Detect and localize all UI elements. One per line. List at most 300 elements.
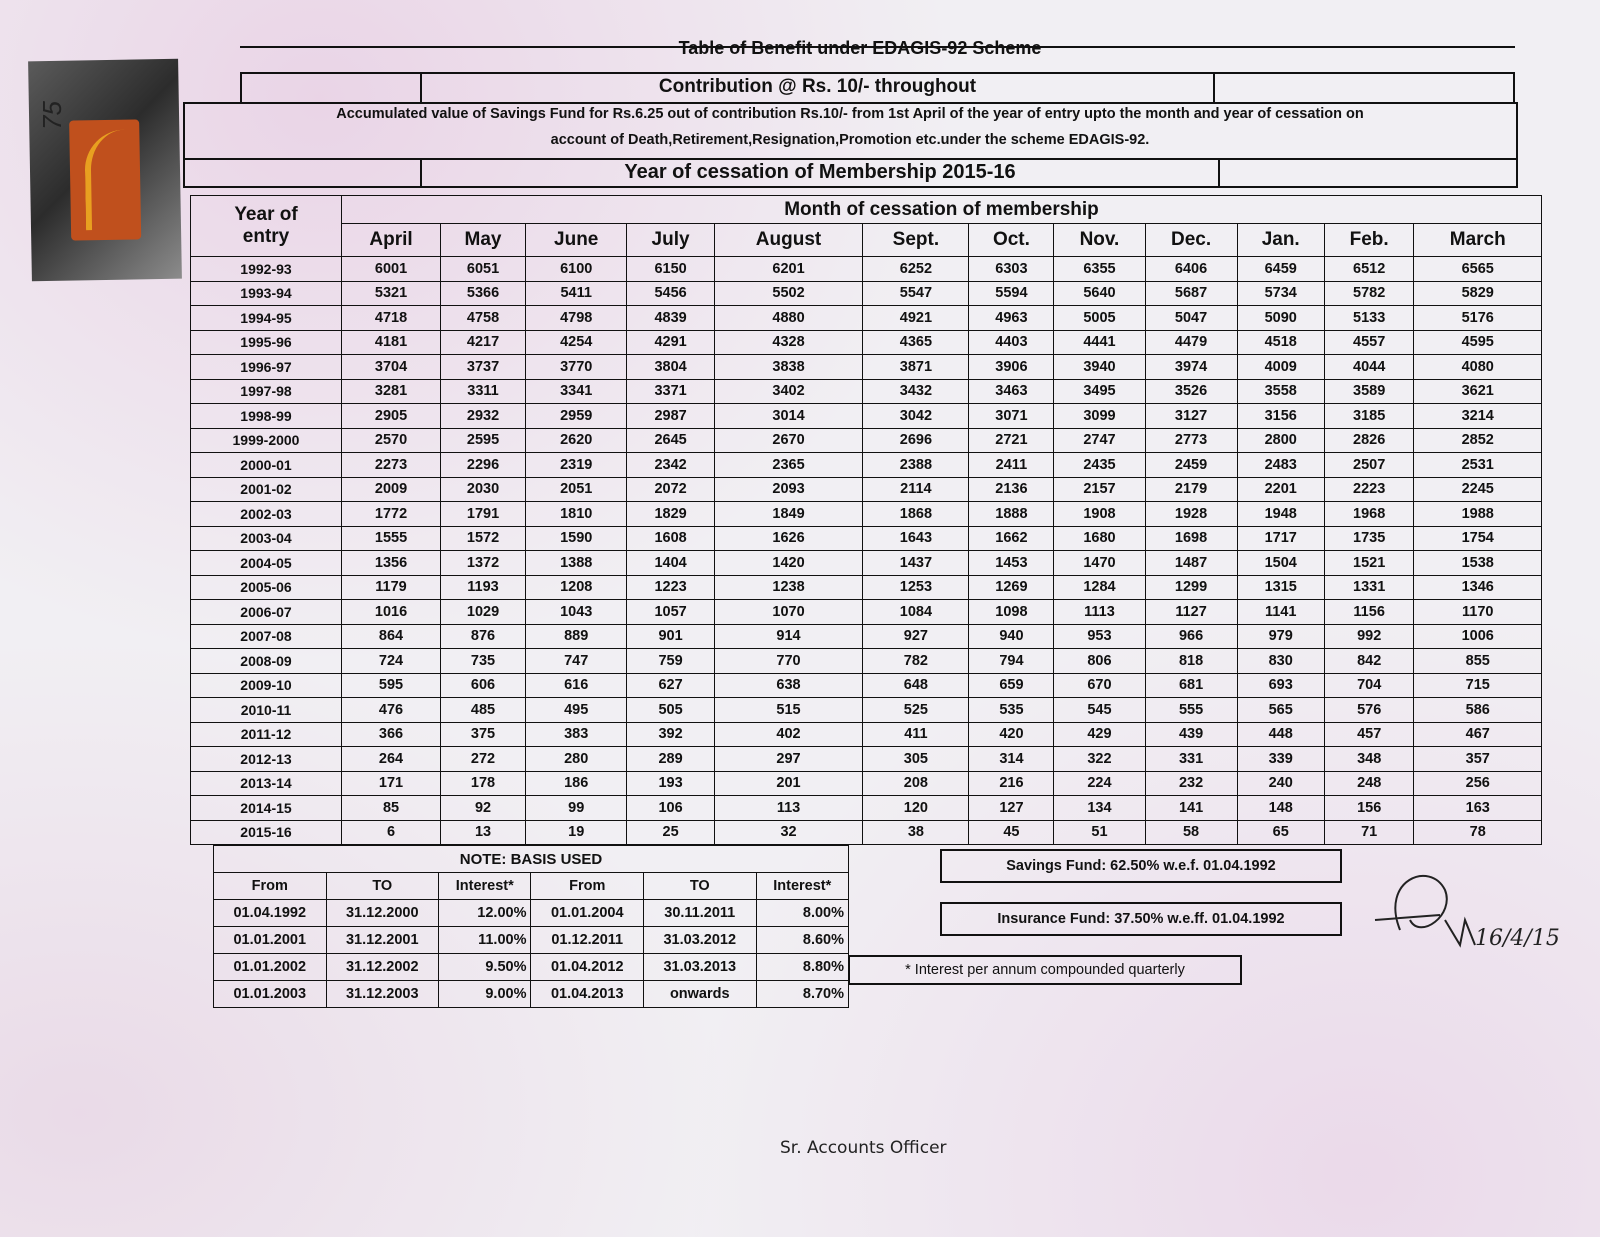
value-cell: 4880 (714, 306, 863, 331)
value-cell: 1608 (627, 526, 714, 551)
value-cell: 1253 (863, 575, 969, 600)
value-cell: 45 (969, 820, 1054, 845)
value-cell: 6303 (969, 257, 1054, 282)
value-cell: 120 (863, 796, 969, 821)
value-cell: 525 (863, 698, 969, 723)
value-cell: 5687 (1145, 281, 1237, 306)
value-cell: 4479 (1145, 330, 1237, 355)
value-cell: 5176 (1414, 306, 1542, 331)
value-cell: 4365 (863, 330, 969, 355)
value-cell: 3804 (627, 355, 714, 380)
entry-year-cell: 2003-04 (191, 526, 342, 551)
value-cell: 13 (441, 820, 526, 845)
value-cell: 1504 (1237, 551, 1324, 576)
note-cell: 31.12.2003 (326, 981, 439, 1008)
value-cell: 3737 (441, 355, 526, 380)
value-cell: 586 (1414, 698, 1542, 723)
value-cell: 3940 (1054, 355, 1145, 380)
value-cell: 2826 (1324, 428, 1414, 453)
value-cell: 2245 (1414, 477, 1542, 502)
value-cell: 240 (1237, 771, 1324, 796)
table-row (191, 281, 1542, 306)
table-row (191, 404, 1542, 429)
value-cell: 1754 (1414, 526, 1542, 551)
value-cell: 113 (714, 796, 863, 821)
value-cell: 439 (1145, 722, 1237, 747)
value-cell: 1043 (525, 600, 626, 625)
value-cell: 2932 (441, 404, 526, 429)
value-cell: 3463 (969, 379, 1054, 404)
note-cell: 31.12.2001 (326, 927, 439, 954)
value-cell: 5782 (1324, 281, 1414, 306)
table-row (191, 257, 1542, 282)
month-header-feb: Feb. (1324, 224, 1414, 257)
value-cell: 2342 (627, 453, 714, 478)
month-header-sept: Sept. (863, 224, 969, 257)
value-cell: 1238 (714, 575, 863, 600)
value-cell: 156 (1324, 796, 1414, 821)
entry-year-cell: 1999-2000 (191, 428, 342, 453)
note-row (214, 900, 849, 927)
value-cell: 201 (714, 771, 863, 796)
basis-note-table (213, 845, 849, 1008)
savings-fund-box: Savings Fund: 62.50% w.e.f. 01.04.1992 (940, 849, 1342, 883)
month-header-march: March (1414, 224, 1542, 257)
value-cell: 4044 (1324, 355, 1414, 380)
note-cell: 8.80% (756, 954, 848, 981)
note-row (214, 954, 849, 981)
note-cell: 31.12.2000 (326, 900, 439, 927)
value-cell: 264 (342, 747, 441, 772)
value-cell: 1735 (1324, 526, 1414, 551)
value-cell: 5594 (969, 281, 1054, 306)
value-cell: 127 (969, 796, 1054, 821)
value-cell: 770 (714, 649, 863, 674)
value-cell: 6355 (1054, 257, 1145, 282)
value-cell: 1829 (627, 502, 714, 527)
table-row (191, 306, 1542, 331)
value-cell: 3014 (714, 404, 863, 429)
table-row (191, 379, 1542, 404)
value-cell: 6565 (1414, 257, 1542, 282)
month-header-july: July (627, 224, 714, 257)
value-cell: 3974 (1145, 355, 1237, 380)
value-cell: 51 (1054, 820, 1145, 845)
value-cell: 3071 (969, 404, 1054, 429)
value-cell: 4798 (525, 306, 626, 331)
value-cell: 1029 (441, 600, 526, 625)
value-cell: 1070 (714, 600, 863, 625)
value-cell: 248 (1324, 771, 1414, 796)
year-header-line-1: Year of (234, 204, 298, 225)
note-cell: 01.04.1992 (214, 900, 327, 927)
value-cell: 2696 (863, 428, 969, 453)
value-cell: 5734 (1237, 281, 1324, 306)
value-cell: 6252 (863, 257, 969, 282)
table-body (191, 257, 1542, 845)
note-cell: 8.70% (756, 981, 848, 1008)
month-header-row (191, 224, 1542, 257)
value-cell: 1470 (1054, 551, 1145, 576)
month-group-header: Month of cessation of membership (342, 196, 1542, 224)
table-row (191, 551, 1542, 576)
note-cell: 9.00% (439, 981, 531, 1008)
value-cell: 6201 (714, 257, 863, 282)
value-cell: 65 (1237, 820, 1324, 845)
value-cell: 681 (1145, 673, 1237, 698)
value-cell: 78 (1414, 820, 1542, 845)
value-cell: 3770 (525, 355, 626, 380)
entry-year-cell: 2000-01 (191, 453, 342, 478)
table-row (191, 649, 1542, 674)
value-cell: 38 (863, 820, 969, 845)
value-cell: 1006 (1414, 624, 1542, 649)
value-cell: 4403 (969, 330, 1054, 355)
value-cell: 2030 (441, 477, 526, 502)
document-title: Table of Benefit under EDAGIS-92 Scheme (678, 38, 1042, 58)
signature-icon (1370, 860, 1570, 970)
value-cell: 889 (525, 624, 626, 649)
value-cell: 4217 (441, 330, 526, 355)
value-cell: 32 (714, 820, 863, 845)
value-cell: 5090 (1237, 306, 1324, 331)
interest-note-box: * Interest per annum compounded quarterly (848, 955, 1242, 985)
contribution-text: Contribution @ Rs. 10/- throughout (658, 76, 977, 97)
value-cell: 6100 (525, 257, 626, 282)
table-row (191, 428, 1542, 453)
value-cell: 1791 (441, 502, 526, 527)
value-cell: 5502 (714, 281, 863, 306)
value-cell: 1127 (1145, 600, 1237, 625)
value-cell: 85 (342, 796, 441, 821)
value-cell: 148 (1237, 796, 1324, 821)
entry-year-cell: 2001-02 (191, 477, 342, 502)
value-cell: 4181 (342, 330, 441, 355)
value-cell: 1538 (1414, 551, 1542, 576)
value-cell: 1487 (1145, 551, 1237, 576)
note-cell: 01.01.2003 (214, 981, 327, 1008)
value-cell: 6 (342, 820, 441, 845)
value-cell: 1084 (863, 600, 969, 625)
month-header-jan: Jan. (1237, 224, 1324, 257)
note-cell: 31.03.2012 (644, 927, 757, 954)
value-cell: 1590 (525, 526, 626, 551)
value-cell: 4758 (441, 306, 526, 331)
value-cell: 58 (1145, 820, 1237, 845)
value-cell: 864 (342, 624, 441, 649)
value-cell: 1968 (1324, 502, 1414, 527)
value-cell: 6512 (1324, 257, 1414, 282)
value-cell: 2721 (969, 428, 1054, 453)
value-cell: 2747 (1054, 428, 1145, 453)
value-cell: 1208 (525, 575, 626, 600)
value-cell: 3341 (525, 379, 626, 404)
value-cell: 256 (1414, 771, 1542, 796)
value-cell: 5321 (342, 281, 441, 306)
value-cell: 6406 (1145, 257, 1237, 282)
table-row (191, 502, 1542, 527)
month-header-april: April (342, 224, 441, 257)
value-cell: 2987 (627, 404, 714, 429)
value-cell: 178 (441, 771, 526, 796)
entry-year-cell: 2006-07 (191, 600, 342, 625)
value-cell: 1141 (1237, 600, 1324, 625)
note-cell: 11.00% (439, 927, 531, 954)
value-cell: 467 (1414, 722, 1542, 747)
value-cell: 4009 (1237, 355, 1324, 380)
value-cell: 616 (525, 673, 626, 698)
value-cell: 3838 (714, 355, 863, 380)
note-cell: 01.01.2002 (214, 954, 327, 981)
value-cell: 2296 (441, 453, 526, 478)
value-cell: 366 (342, 722, 441, 747)
value-cell: 186 (525, 771, 626, 796)
note-row (214, 981, 849, 1008)
note-cell: 8.00% (756, 900, 848, 927)
value-cell: 314 (969, 747, 1054, 772)
table-row (191, 722, 1542, 747)
value-cell: 1908 (1054, 502, 1145, 527)
month-header-june: June (525, 224, 626, 257)
entry-year-cell: 1998-99 (191, 404, 342, 429)
value-cell: 648 (863, 673, 969, 698)
value-cell: 545 (1054, 698, 1145, 723)
value-cell: 331 (1145, 747, 1237, 772)
value-cell: 5547 (863, 281, 969, 306)
value-cell: 4718 (342, 306, 441, 331)
table-row (191, 747, 1542, 772)
value-cell: 448 (1237, 722, 1324, 747)
value-cell: 4921 (863, 306, 969, 331)
value-cell: 2051 (525, 477, 626, 502)
value-cell: 392 (627, 722, 714, 747)
note-body (214, 900, 849, 1008)
value-cell: 2093 (714, 477, 863, 502)
table-row (191, 453, 1542, 478)
entry-year-cell: 2009-10 (191, 673, 342, 698)
entry-year-cell: 2014-15 (191, 796, 342, 821)
value-cell: 224 (1054, 771, 1145, 796)
table-row (191, 477, 1542, 502)
value-cell: 3185 (1324, 404, 1414, 429)
value-cell: 1888 (969, 502, 1054, 527)
value-cell: 3214 (1414, 404, 1542, 429)
value-cell: 2852 (1414, 428, 1542, 453)
table-row (191, 796, 1542, 821)
value-cell: 953 (1054, 624, 1145, 649)
entry-year-cell: 2005-06 (191, 575, 342, 600)
value-cell: 1346 (1414, 575, 1542, 600)
value-cell: 2620 (525, 428, 626, 453)
month-header-nov: Nov. (1054, 224, 1145, 257)
value-cell: 2670 (714, 428, 863, 453)
value-cell: 134 (1054, 796, 1145, 821)
value-cell: 232 (1145, 771, 1237, 796)
value-cell: 914 (714, 624, 863, 649)
value-cell: 1156 (1324, 600, 1414, 625)
month-header-august: August (714, 224, 863, 257)
value-cell: 1284 (1054, 575, 1145, 600)
value-cell: 992 (1324, 624, 1414, 649)
value-cell: 1016 (342, 600, 441, 625)
value-cell: 2157 (1054, 477, 1145, 502)
value-cell: 3042 (863, 404, 969, 429)
table-row (191, 771, 1542, 796)
value-cell: 3402 (714, 379, 863, 404)
value-cell: 1868 (863, 502, 969, 527)
value-cell: 1437 (863, 551, 969, 576)
value-cell: 5456 (627, 281, 714, 306)
value-cell: 1572 (441, 526, 526, 551)
value-cell: 1388 (525, 551, 626, 576)
value-cell: 193 (627, 771, 714, 796)
value-cell: 1521 (1324, 551, 1414, 576)
value-cell: 4963 (969, 306, 1054, 331)
entry-year-cell: 1997-98 (191, 379, 342, 404)
value-cell: 515 (714, 698, 863, 723)
value-cell: 2388 (863, 453, 969, 478)
value-cell: 842 (1324, 649, 1414, 674)
value-cell: 806 (1054, 649, 1145, 674)
value-cell: 2319 (525, 453, 626, 478)
table-row (191, 624, 1542, 649)
value-cell: 216 (969, 771, 1054, 796)
entry-year-cell: 2004-05 (191, 551, 342, 576)
value-cell: 272 (441, 747, 526, 772)
value-cell: 966 (1145, 624, 1237, 649)
value-cell: 4518 (1237, 330, 1324, 355)
value-cell: 3906 (969, 355, 1054, 380)
value-cell: 606 (441, 673, 526, 698)
value-cell: 4328 (714, 330, 863, 355)
value-cell: 2435 (1054, 453, 1145, 478)
note-header-cell: Interest* (756, 873, 848, 900)
entry-year-cell: 2010-11 (191, 698, 342, 723)
value-cell: 1193 (441, 575, 526, 600)
note-header-cell: Interest* (439, 873, 531, 900)
value-cell: 2595 (441, 428, 526, 453)
value-cell: 2136 (969, 477, 1054, 502)
description-line-2: account of Death,Retirement,Resignation,Promotion etc.under the scheme EDAGIS-92. (550, 132, 1150, 148)
value-cell: 5366 (441, 281, 526, 306)
note-cell: 8.60% (756, 927, 848, 954)
value-cell: 1988 (1414, 502, 1542, 527)
value-cell: 2009 (342, 477, 441, 502)
value-cell: 171 (342, 771, 441, 796)
note-cell: 31.03.2013 (644, 954, 757, 981)
value-cell: 2531 (1414, 453, 1542, 478)
value-cell: 2223 (1324, 477, 1414, 502)
entry-year-cell: 1994-95 (191, 306, 342, 331)
value-cell: 1057 (627, 600, 714, 625)
value-cell: 627 (627, 673, 714, 698)
value-cell: 747 (525, 649, 626, 674)
value-cell: 2959 (525, 404, 626, 429)
value-cell: 2179 (1145, 477, 1237, 502)
value-cell: 4080 (1414, 355, 1542, 380)
value-cell: 3156 (1237, 404, 1324, 429)
entry-year-cell: 1995-96 (191, 330, 342, 355)
year-header-line-2: entry (242, 226, 290, 247)
value-cell: 638 (714, 673, 863, 698)
value-cell: 3432 (863, 379, 969, 404)
value-cell: 5411 (525, 281, 626, 306)
entry-year-cell: 2013-14 (191, 771, 342, 796)
value-cell: 3371 (627, 379, 714, 404)
month-header-dec: Dec. (1145, 224, 1237, 257)
value-cell: 927 (863, 624, 969, 649)
value-cell: 420 (969, 722, 1054, 747)
entry-year-cell: 2012-13 (191, 747, 342, 772)
cessation-year: Year of cessation of Membership 2015-16 (624, 161, 1016, 183)
value-cell: 457 (1324, 722, 1414, 747)
value-cell: 1453 (969, 551, 1054, 576)
value-cell: 876 (441, 624, 526, 649)
value-cell: 6001 (342, 257, 441, 282)
value-cell: 3871 (863, 355, 969, 380)
value-cell: 1555 (342, 526, 441, 551)
table-row (191, 698, 1542, 723)
note-cell: 30.11.2011 (644, 900, 757, 927)
value-cell: 4595 (1414, 330, 1542, 355)
table-row (191, 575, 1542, 600)
year-of-entry-header (191, 196, 342, 257)
value-cell: 4839 (627, 306, 714, 331)
value-cell: 297 (714, 747, 863, 772)
margin-note: 75 (36, 101, 67, 130)
value-cell: 2483 (1237, 453, 1324, 478)
value-cell: 348 (1324, 747, 1414, 772)
value-cell: 280 (525, 747, 626, 772)
value-cell: 4254 (525, 330, 626, 355)
value-cell: 3281 (342, 379, 441, 404)
month-header-oct: Oct. (969, 224, 1054, 257)
value-cell: 476 (342, 698, 441, 723)
note-header-cell: TO (644, 873, 757, 900)
value-cell: 1772 (342, 502, 441, 527)
month-header-may: May (441, 224, 526, 257)
value-cell: 19 (525, 820, 626, 845)
value-cell: 1626 (714, 526, 863, 551)
value-cell: 670 (1054, 673, 1145, 698)
entry-year-cell: 2002-03 (191, 502, 342, 527)
value-cell: 6150 (627, 257, 714, 282)
entry-year-cell: 1992-93 (191, 257, 342, 282)
value-cell: 1331 (1324, 575, 1414, 600)
value-cell: 2507 (1324, 453, 1414, 478)
value-cell: 3099 (1054, 404, 1145, 429)
value-cell: 5640 (1054, 281, 1145, 306)
value-cell: 339 (1237, 747, 1324, 772)
value-cell: 855 (1414, 649, 1542, 674)
value-cell: 322 (1054, 747, 1145, 772)
value-cell: 2114 (863, 477, 969, 502)
value-cell: 3495 (1054, 379, 1145, 404)
note-cell: 01.01.2004 (531, 900, 644, 927)
value-cell: 979 (1237, 624, 1324, 649)
note-cell: 9.50% (439, 954, 531, 981)
table-row (191, 355, 1542, 380)
value-cell: 402 (714, 722, 863, 747)
value-cell: 1404 (627, 551, 714, 576)
value-cell: 3526 (1145, 379, 1237, 404)
table-row (191, 820, 1542, 845)
value-cell: 2570 (342, 428, 441, 453)
value-cell: 3621 (1414, 379, 1542, 404)
entry-year-cell: 1993-94 (191, 281, 342, 306)
table-row (191, 330, 1542, 355)
value-cell: 163 (1414, 796, 1542, 821)
